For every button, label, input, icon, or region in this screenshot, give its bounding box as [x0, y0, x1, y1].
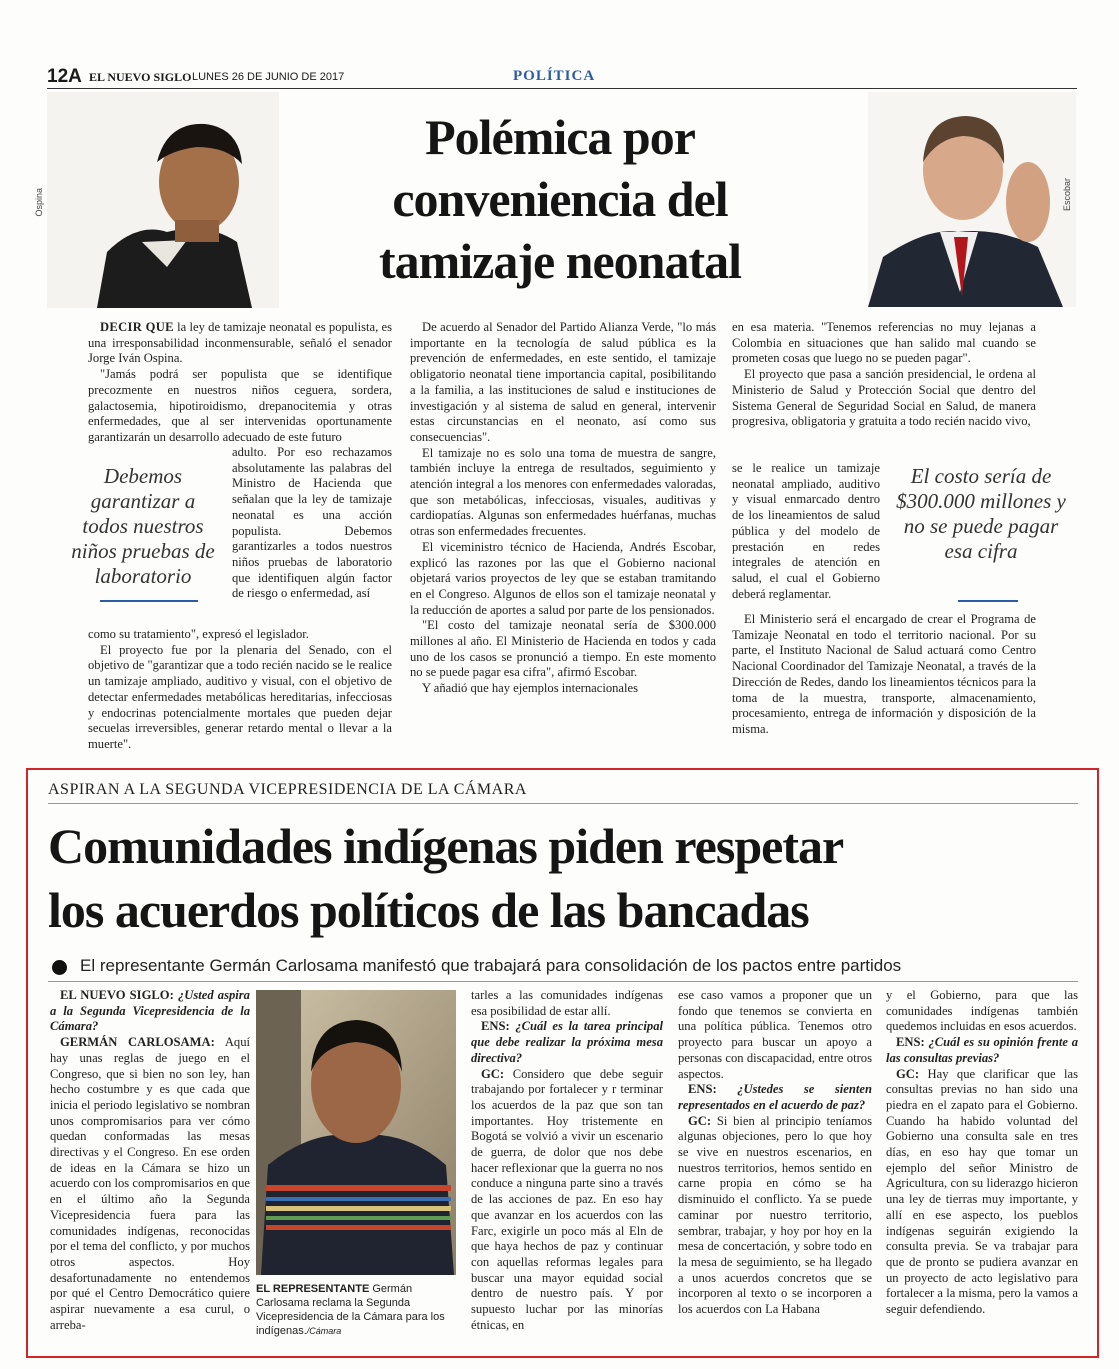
photo-credit-ospina: Ospina: [34, 188, 44, 217]
pull-quote-right: El costo sería de $300.000 millones y no se puede pagar esa cifra: [896, 464, 1066, 563]
story2-kicker: ASPIRAN A LA SEGUNDA VICEPRESIDENCIA DE LA CÁMARA: [48, 781, 527, 798]
subtitle-rule: [48, 981, 1078, 982]
photo-caption: EL REPRESENTANTE Germán Carlosama reclama la Segunda Vicepresidencia de la Cámara para los indígenas./Cámara: [256, 1283, 445, 1337]
story2-column-4: ese caso vamos a proponer que un fondo que tenemos se convierta en una política pública. Tenemos otro proyecto para buscar un apoyo a personas con discapacidad, entre otros aspectos. ENS: ¿Ustedes se sienten representados en el acuerdo de paz? GC: Si bien al principio teníamos algunas objeciones, pero lo que hoy se vive en nuestros escenarios, en nuestros territorios, hemos sentido en carne propia en cómo se ha disminuido el conflicto. Ya se puede caminar por nuestro territorio, sembrar, trabajar, y hoy por hoy en la mesa de concertación, y sobre todo en la mesa de seguimiento, se ha llegado a unos acuerdos concretos que se incorporen al texto o se incorporen a los acuerdos con La Habana: [678, 988, 872, 1317]
publication-date: LUNES 26 DE JUNIO DE 2017: [192, 71, 345, 83]
story1-column-1: DECIR QUE la ley de tamizaje neonatal es populista, es una irresponsabilidad inconmensurable, señaló el senador Jorge Iván Ospina. "Jamás podrá ser populista que se identifique precozmente en nuestros niños ceguera, sordera, galactosemia, hipotiroidismo, drepanocitemia y otras enfermedades, que al ser intervenidas oportunamente garantizarán un desarrollo adecuado de este futuro: [88, 320, 393, 444]
story1-column-3: en esa materia. "Tenemos referencias no muy lejanas a Colombia en situaciones que han salido mal cuando se prometen cosas que luego no se pueden pagar". El proyecto que pasa a sanción presidencial, le ordena al Ministerio de Salud y Protección Social que dentro del Sistema General de Seguridad Social en Salud, de manera progresiva, obligatoria y gratuita a todo recién nacido vivo,: [732, 320, 1036, 429]
publication-name: EL NUEVO SIGLO: [89, 70, 192, 84]
story1-column-3-end: El Ministerio será el encargado de crear el Programa de Tamizaje Neonatal en todo el territorio nacional. Por su parte, el Instituto Nacional de Salud actuará como Centro Nacional Coordinador del Tamizaje Neonatal, a través de la Dirección de Redes, dando los lineamientos técnicos para la toma de la muestra, transporte, almacenamiento, procesamiento, entrega de información y disposición de la misma.: [732, 612, 1036, 736]
story2-column-5: y el Gobierno, para que las comunidades indígenas también quedemos incluidas en esos acuerdos. ENS: ¿Cuál es su opinión frente a las consultas previas? GC: Hay que clarificar que las consultas previas no han sido una piedra en el zapato para el Gobierno. Cuando ha habido voluntad del Gobierno una consulta sale en tres días, en eso hay que tomar un ejemplo del señor Ministro de Agricultura, con su liderazgo hicieron una ley de tierras muy importante, y allí en ese aspecto, los pueblos indígenas seguirán exigiendo la consulta previa. Se va trabajar para que de pronto se pudiera avanzar en un proyecto de acto legislativo para fortalecer a la misma, pero la vamos a seguir defendiendo.: [886, 988, 1079, 1317]
story2-column-1: EL NUEVO SIGLO: ¿Usted aspira a la Segunda Vicepresidencia de la Cámara? GERMÁN CARLOSAMA: Aquí hay unas reglas de juego en el Congreso, que si bien no son ley, han hecho costumbre y es que cada que inicia el periodo legislativo se nombran unos compromisarios para ver cómo quedan conformadas las mesas directivas y el Congreso. En ese orden de ideas en la Cámara se hizo un acuerdo con los compromisarios en que en el último año la Segunda Vicepresidencia fuera para las comunidades indígenas, reconocidas por el tema del conflicto, y por muchos otros aspectos. Hoy desafortunadamente no entendemos por qué el Centro Democrático quiere aspirar nuevamente a esa curul, o arreba-: [50, 988, 250, 1332]
headline-2: Comunidades indígenas piden respetar los acuerdos políticos de las bancadas: [48, 818, 844, 938]
photo-carlosama: [256, 990, 456, 1275]
photo-ospina: [47, 92, 279, 308]
page-number: 12A: [47, 66, 82, 87]
pull-quote-left-rule: [100, 600, 198, 602]
story1-column-1-end: como su tratamiento", expresó el legislador. El proyecto fue por la plenaria del Senado, con el objetivo de "garantizar que a todo recién nacido se le realice un tamizaje ampliado, auditivo y visual, con el objetivo de detectar enfermedades metabólicas hereditarias, infecciosas y endocrinas potencialmente mortales que pueden dejar secuelas irreversibles, generar retardo mental o llevar a la muerte".: [88, 627, 392, 751]
story1-column-2: De acuerdo al Senador del Partido Alianza Verde, "lo más importante en la tecnología de salud pública es la prevención de enfermedades, en este sentido, el tamizaje obligatorio neonatal tiene importancia capital, posibilitando a la familia, a las instituciones de salud e instituciones de investigación y al sistema de salud en general, intervenir estas circunstancias en el neonato, así como sus consecuencias". El tamizaje no es solo una toma de muestra de sangre, también incluye la entrega de resultados, seguimiento y atención integral a los menores con enfermedades valoradas, que son metabólicas, infecciosas, visuales, auditivas y cardiopatías. Algunas son enfermedades huérfanas, muchas otras son enfermedades frecuentes. El viceministro técnico de Hacienda, Andrés Escobar, explicó las razones por las que el Gobierno nacional objetará varios proyectos de ley que se estaban tramitando en el Congreso. Algunos de ellos son el tamizaje neonatal y la reducción de aportes a salud por parte de los pensionados. "El costo del tamizaje neonatal sería de $300.000 millones al año. El Ministerio de Hacienda en todos y cada uno de los casos se pronunció a tiempo. En este momento no se puede pagar esa cifra", afirmó Escobar. Y añadió que hay ejemplos internacionales: [410, 320, 716, 696]
header-rule: [47, 88, 1077, 89]
photo-credit-escobar: Escobar: [1062, 178, 1072, 212]
pull-quote-left: Debemos garantizar a todos nuestros niños pruebas de laboratorio: [71, 464, 215, 588]
headline-1: Polémica por conveniencia del tamizaje neonatal: [378, 109, 742, 289]
pull-quote-right-rule: [958, 600, 1018, 602]
photo-escobar: [868, 92, 1076, 307]
story2-column-3: tarles a las comunidades indígenas esa posibilidad de estar allí. ENS: ¿Cuál es la tarea principal que debe realizar la próxima mesa directiva? GC: Considero que debe seguir trabajando por fortalecer y r terminar los acuerdos de la paz que son tan importantes. Hoy tristemente en Bogotá se volvió a vivir un escenario de guerra, de dolor que nos debe hacer reflexionar que la guerra no nos conduce a ninguna parte sino a través de las acciones de paz. En eso hay que avanzar en los acuerdos con las Farc, exigirle un poco más al Eln de que haya hechos de paz y continuar con aquellas reformas legales para buscar una mayor equidad social dentro de nuestro país. Y por supuesto luchar por las minorías étnicas, en: [471, 988, 664, 1332]
bullet-icon: [52, 960, 67, 975]
story2-subtitle: El representante Germán Carlosama manifestó que trabajará para consolidación de los pactos entre partidos: [80, 956, 902, 975]
story1-column-3-wrap: se le realice un tamizaje neonatal ampliado, auditivo y visual enmarcado dentro de los lineamientos de salud pública y del modelo de prestación en redes integrales de atención en salud, el cual el Gobierno deberá reglamentar.: [732, 461, 880, 601]
section-label: POLÍTICA: [513, 68, 596, 84]
kicker-rule: [48, 803, 1078, 804]
story1-column-1-wrap: adulto. Por eso rechazamos absolutamente las palabras del Ministro de Hacienda que señalan que la ley de tamizaje neonatal es una acción populista. Debemos garantizarles a todos nuestros niños pruebas de laboratorio que identifiquen algún factor de riesgo o enfermedad, así: [232, 445, 392, 601]
